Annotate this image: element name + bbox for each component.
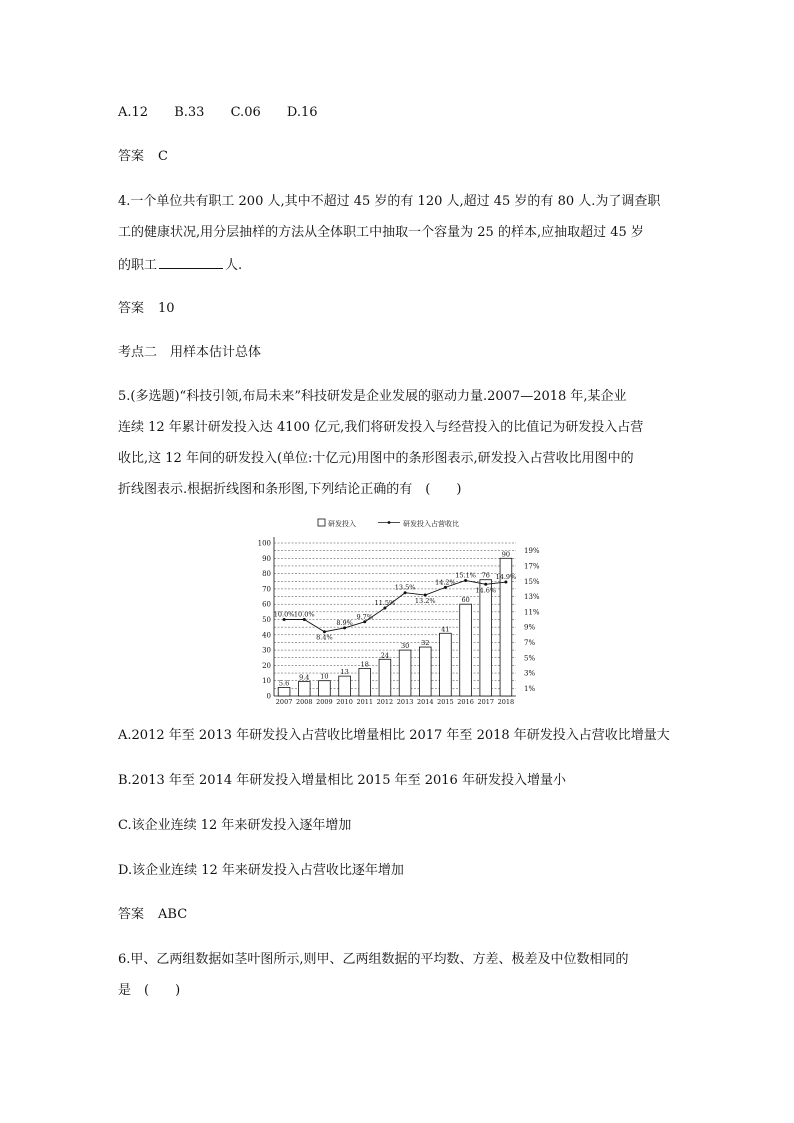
q5-option-c: C.该企业连续 12 年来研发投入逐年增加: [118, 818, 352, 833]
legend-line-marker: [388, 521, 391, 524]
x-axis-tick: 2013: [396, 698, 414, 706]
left-axis-tick: 70: [262, 585, 271, 594]
bar-value-label: 90: [501, 550, 511, 559]
ratio-value-label: 14.9%: [495, 573, 517, 582]
ratio-value-label: 9.7%: [356, 612, 374, 621]
answer-label: 答案: [118, 907, 145, 922]
bar-value-label: 30: [400, 642, 410, 651]
right-axis-tick: 11%: [524, 608, 540, 617]
x-axis-tick: 2008: [295, 698, 313, 706]
q4-line-3-start: 的职工: [118, 258, 158, 273]
left-axis-tick: 30: [262, 646, 271, 655]
q4-line-2: 工的健康状况,用分层抽样的方法从全体职工中抽取一个容量为 25 的样本,应抽取超过 45 岁: [118, 225, 644, 240]
bar-value-label: 32: [421, 639, 430, 648]
left-axis-tick: 50: [262, 616, 271, 624]
section-title: 考点二 用样本估计总体: [118, 345, 262, 360]
right-axis-tick: 15%: [524, 577, 540, 586]
bar: [419, 647, 431, 696]
x-axis-tick: 2017: [477, 698, 495, 706]
x-axis-tick: 2016: [457, 698, 474, 706]
bar-value-label: 60: [461, 596, 470, 605]
right-axis-tick: 5%: [524, 654, 536, 663]
bar: [319, 681, 331, 696]
x-axis-tick: 2018: [497, 698, 515, 706]
answer-value: 10: [158, 301, 175, 316]
right-axis-tick: 1%: [524, 684, 536, 693]
bar-value-label: 9.4: [299, 673, 310, 682]
bar: [460, 604, 472, 696]
rd-investment-chart: [258, 512, 558, 712]
left-axis-tick: 60: [262, 600, 271, 609]
q3-answer: [118, 147, 168, 167]
q6-line-2: 是 ( ): [118, 983, 181, 998]
x-axis-tick: 2011: [356, 698, 374, 706]
q4-answer: [118, 299, 175, 319]
q5-option-d: D.该企业连续 12 年来研发投入占营收比逐年增加: [118, 863, 404, 878]
bar-value-label: 24: [380, 651, 390, 660]
bar-value-label: 18: [360, 660, 369, 669]
q5-line-4: 折线图表示.根据折线图和条形图,下列结论正确的有 ( ): [118, 482, 462, 497]
q5-answer: [118, 905, 187, 925]
right-axis-tick: 19%: [524, 547, 540, 556]
q5-line-3: 收比,这 12 年间的研发投入(单位:十亿元)用图中的条形图表示,研发投入占营收比用图中的: [118, 451, 634, 466]
ratio-value-label: 14.2%: [435, 578, 456, 587]
left-axis-tick: 90: [262, 554, 271, 563]
right-axis-tick: 17%: [524, 562, 540, 571]
option-d: D.16: [286, 105, 318, 120]
ratio-value-label: 13.2%: [414, 597, 436, 606]
left-axis-tick: 40: [262, 631, 271, 640]
bar: [399, 650, 411, 696]
x-axis-tick: 2014: [416, 698, 434, 706]
q6-line-1: 6.甲、乙两组数据如茎叶图所示,则甲、乙两组数据的平均数、方差、极差及中位数相同的: [118, 952, 629, 967]
left-axis-tick: 0: [266, 692, 271, 701]
ratio-value-label: 8.9%: [336, 618, 353, 627]
q4-line-3-end: 人.: [225, 258, 243, 273]
bar-value-label: 76: [481, 571, 490, 580]
ratio-value-label: 14.6%: [475, 586, 497, 595]
q5-option-a: A.2012 年至 2013 年研发投入占营收比增量相比 2017 年至 2018 年研发投入占营收比增量大: [118, 728, 670, 743]
bar-value-label: 5.6: [278, 679, 290, 688]
left-axis-tick: 10: [262, 677, 271, 686]
x-axis-tick: 2009: [316, 698, 333, 706]
ratio-value-label: 10.0%: [293, 610, 315, 619]
answer-label: 答案: [118, 149, 145, 164]
right-axis-tick: 7%: [524, 638, 536, 647]
bar-value-label: 10: [320, 672, 329, 681]
left-axis-tick: 100: [258, 539, 271, 548]
answer-blank: [159, 254, 223, 269]
x-axis-tick: 2007: [275, 698, 293, 706]
bar: [480, 580, 492, 696]
answer-value: ABC: [158, 907, 188, 922]
q4-line-1: 4.一个单位共有职工 200 人,其中不超过 45 岁的有 120 人,超过 45 岁的有 80 人.为了调查职: [118, 194, 661, 209]
bar: [440, 633, 452, 696]
right-axis-tick: 3%: [524, 669, 536, 678]
bar: [359, 668, 371, 696]
q4-line-3: [118, 254, 242, 276]
ratio-value-label: 13.5%: [394, 583, 416, 592]
bar-value-label: 13: [340, 668, 349, 677]
bar-value-label: 41: [441, 625, 450, 634]
option-c: C.06: [230, 105, 261, 120]
ratio-value-label: 11.5%: [374, 599, 396, 608]
x-axis-tick: 2015: [437, 698, 454, 706]
left-axis-tick: 80: [262, 570, 271, 579]
right-axis-tick: 13%: [524, 593, 540, 602]
option-a: A.12: [118, 105, 149, 120]
q3-options: [118, 103, 340, 123]
bar: [278, 687, 290, 696]
bar: [379, 659, 391, 696]
ratio-value-label: 8.4%: [316, 633, 333, 642]
q5-line-1: 5.(多选题)“科技引领,布局未来”科技研发是企业发展的驱动力量.2007—2018 年,某企业: [118, 389, 627, 404]
answer-label: 答案: [118, 301, 145, 316]
q5-option-b: B.2013 年至 2014 年研发投入增量相比 2015 年至 2016 年研发投入增量小: [118, 773, 566, 788]
x-axis-tick: 2012: [376, 698, 394, 706]
legend-bar-label: 研发投入: [328, 520, 356, 528]
option-b: B.33: [174, 105, 205, 120]
ratio-value-label: 10.0%: [273, 610, 295, 619]
x-axis-tick: 2010: [336, 698, 353, 706]
legend-line-label: 研发投入占营收比: [403, 520, 459, 528]
bar: [339, 676, 351, 696]
bar: [298, 682, 310, 696]
right-axis-tick: 9%: [524, 623, 536, 632]
left-axis-tick: 20: [262, 661, 271, 670]
q5-line-2: 连续 12 年累计研发投入达 4100 亿元,我们将研发投入与经营投入的比值记为研发投入占营: [118, 420, 644, 435]
answer-value: C: [158, 149, 168, 164]
ratio-value-label: 15.1%: [455, 571, 476, 580]
legend-bar-swatch: [318, 519, 325, 526]
